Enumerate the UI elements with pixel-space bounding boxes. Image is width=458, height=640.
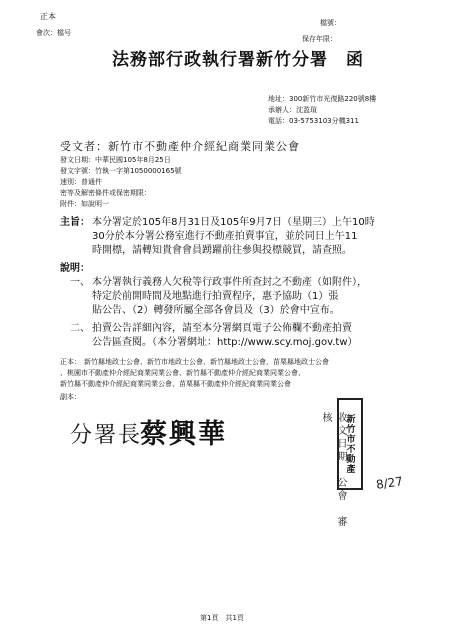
copies-line: 新竹縣不動產仲介經紀商業同業公會、苗栗縣不動產仲介經紀商業同業公會 — [60, 380, 291, 388]
letter-title: 法務部行政執行署新竹分署 函 — [112, 50, 364, 70]
receipt-stamp: 收文日期 公會 審核 — [320, 412, 346, 529]
copies-line: 、桃園市不動產仲介經紀商業同業公會、新竹縣不動產仲介經紀商業同業公會、 — [60, 369, 305, 377]
signature-title: 分署長 — [70, 423, 143, 448]
explanation-line: 特定於前開時間及地點進行拍賣程序，惠予協助（1）張 — [92, 291, 339, 302]
classification: 密等及解密條件或保密期限： — [60, 189, 151, 197]
holder-mark: 會次：檔号 — [36, 29, 71, 37]
copies-label: 正本： — [60, 358, 81, 366]
explanation-line: 貼公告、（2）轉發所屬全部各會員及（3）於會中宣布。 — [92, 305, 340, 316]
sender-address: 地址：300新竹市光復路220號8樓 — [268, 95, 377, 103]
contact-phone: 電話：03-5753103分機311 — [268, 117, 359, 125]
recipient: 受文者：新竹市不動產仲介經紀商業同業公會 — [60, 140, 300, 153]
retention-period: 保存年限： — [302, 35, 337, 43]
copy-type-mark: 正本 — [40, 12, 56, 21]
contact-person: 承辦人：沈盈瑄 — [268, 106, 317, 114]
explanation-line: 拍賣公告詳細內容，請至本分署網頁電子公佈欄不動產拍賣 — [92, 323, 352, 334]
signature-name: 蔡興華 — [140, 419, 227, 450]
subject-line: 30分於本分署公務室進行不動產拍賣事宜，並於同日上午11 — [92, 231, 358, 242]
file-number: 檔號： — [320, 19, 341, 27]
subject-line: 本分署定於105年8月31日及105年9月7日（星期三）上午10時 — [92, 217, 375, 228]
cc-label: 副本： — [60, 393, 81, 401]
subject-line: 時開標，請轉知貴會會員踴躍前往參與投標競買，請查照。 — [92, 245, 352, 256]
attachment-note: 附件：如說明一 — [60, 200, 109, 208]
copies-line: 新竹縣地政士公會、新竹市地政士公會、新竹縣地政士公會、苗栗縣地政士公會 — [84, 358, 329, 366]
handwritten-date: 8/27 — [375, 474, 404, 492]
issue-date: 發文日期：中華民國105年8月25日 — [60, 156, 171, 164]
explanation-line: 本分署執行義務人欠稅等行政事件所查封之不動產（如附件）， — [92, 277, 367, 288]
explanation-label: 說明： — [60, 263, 90, 274]
explanation-item-marker: 二、 — [70, 323, 90, 334]
page-number: 第1頁 共1頁 — [200, 614, 244, 622]
delivery-speed: 速別：普通件 — [60, 178, 102, 186]
seal-text: 新竹市不動產 — [344, 414, 355, 474]
explanation-item-marker: 一、 — [70, 277, 90, 288]
subject-label: 主旨： — [60, 217, 90, 228]
association-seal — [337, 398, 363, 490]
document-number: 發文字號：竹執一字第1050000165號 — [60, 167, 182, 175]
explanation-line: 公告區查閱。（本分署網址：http://www.scy.moj.gov.tw） — [92, 337, 358, 348]
